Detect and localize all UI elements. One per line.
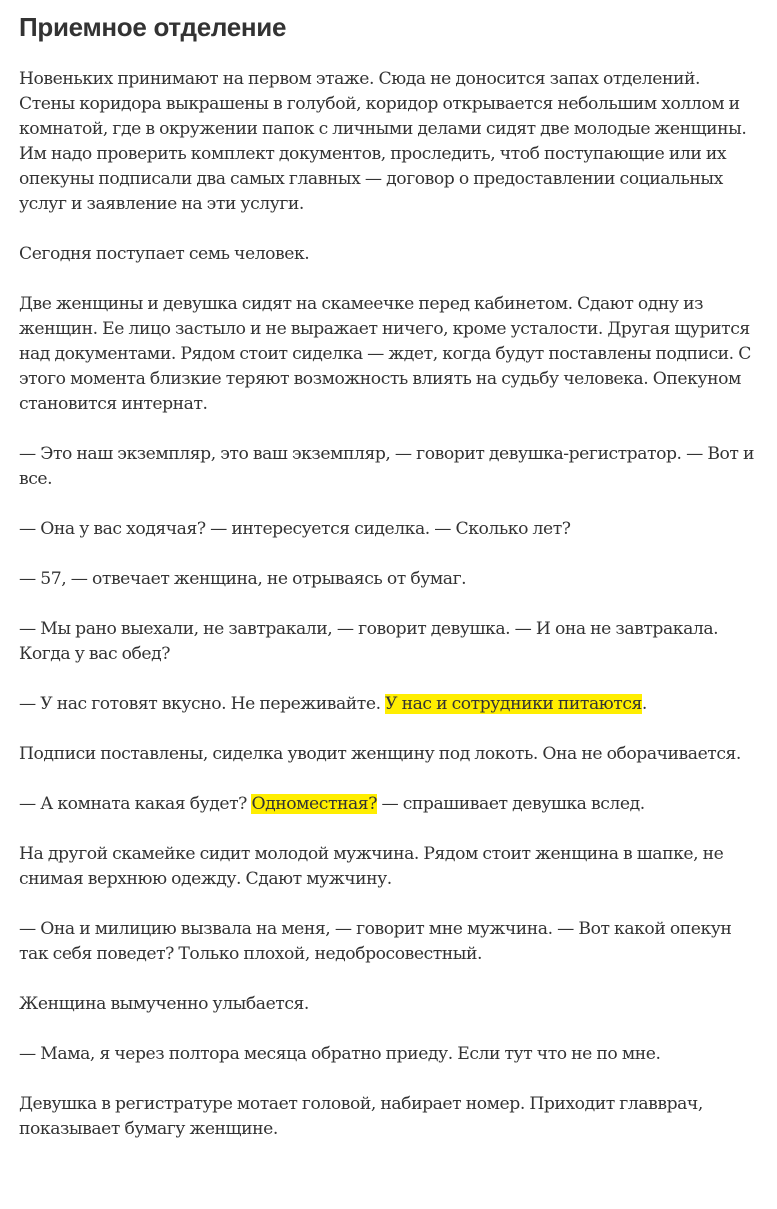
- paragraph: — Она и милицию вызвала на меня, — говорит мне мужчина. — Вот какой опекун так себя поведет? Только плохой, недобросовестный.: [19, 919, 732, 964]
- article: [19, 0, 759, 1167]
- paragraph: — 57, — отвечает женщина, не отрываясь от бумаг.: [19, 569, 467, 589]
- paragraph: Новеньких принимают на первом этаже. Сюда не доносится запах отделений. Стены коридора выкрашены в голубой, коридор открывается небольшим холлом и комнатой, где в окружении папок с личными делами сидят две молодые женщины. Им надо проверить комплект документов, проследить, чтоб поступающие или их опекуны подписали два самых главных — договор о предоставлении социальных услуг и заявление на эти услуги.: [19, 69, 747, 214]
- paragraph: [19, 692, 759, 717]
- section-heading: Приемное отделение: [19, 12, 287, 42]
- paragraph: — Это наш экземпляр, это ваш экземпляр, — говорит девушка-регистратор. — Вот и все.: [19, 444, 754, 489]
- paragraph-text: — У нас готовят вкусно. Не переживайте.: [19, 694, 386, 714]
- paragraph: Женщина вымученно улыбается.: [19, 994, 309, 1014]
- highlighted-text[interactable]: Одноместная?: [251, 794, 377, 814]
- paragraph: — Мы рано выехали, не завтракали, — говорит девушка. — И она не завтракала. Когда у вас обед?: [19, 619, 719, 664]
- paragraph-text: — А комната какая будет?: [19, 794, 252, 814]
- paragraph: Девушка в регистратуре мотает головой, набирает номер. Приходит главврач, показывает бумагу женщине.: [19, 1094, 703, 1139]
- paragraph-text: .: [641, 694, 647, 714]
- paragraph: Две женщины и девушка сидят на скамеечке перед кабинетом. Сдают одну из женщин. Ее лицо застыло и не выражает ничего, кроме усталости. Другая щурится над документами. Рядом стоит сиделка — ждет, когда будут поставлены подписи. С этого момента близкие теряют возможность влиять на судьбу человека. Опекуном становится интернат.: [19, 294, 751, 414]
- paragraph-text: — спрашивает девушка вслед.: [376, 794, 645, 814]
- paragraph: [19, 792, 759, 817]
- paragraph: На другой скамейке сидит молодой мужчина. Рядом стоит женщина в шапке, не снимая верхнюю одежду. Сдают мужчину.: [19, 844, 724, 889]
- highlighted-text[interactable]: У нас и сотрудники питаются: [385, 694, 642, 714]
- article-body: [19, 67, 759, 1142]
- paragraph: — Она у вас ходячая? — интересуется сиделка. — Сколько лет?: [19, 519, 571, 539]
- paragraph: Сегодня поступает семь человек.: [19, 244, 310, 264]
- paragraph: — Мама, я через полтора месяца обратно приеду. Если тут что не по мне.: [19, 1044, 661, 1064]
- paragraph: Подписи поставлены, сиделка уводит женщину под локоть. Она не оборачивается.: [19, 744, 741, 764]
